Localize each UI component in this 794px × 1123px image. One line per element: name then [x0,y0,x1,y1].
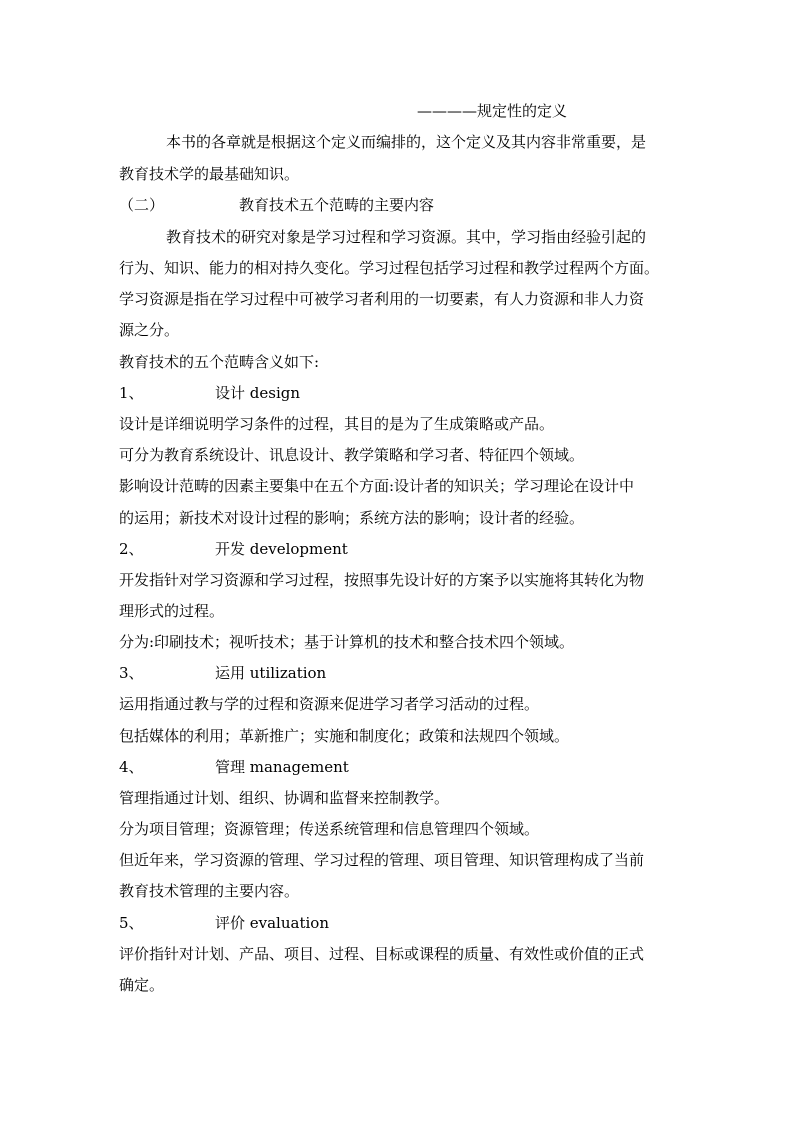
subtitle: ————规定性的定义 [417,102,568,120]
domain-title: 管理 management [215,758,349,776]
domain-heading-utilization [119,663,326,683]
domain-number: 1、 [119,384,144,402]
domain-text-line: 理形式的过程。 [119,602,225,620]
domain-title: 开发 development [215,540,348,558]
domain-text-line: 分为项目管理；资源管理；传送系统管理和信息管理四个领域。 [119,820,540,838]
domain-text-line: 设计是详细说明学习条件的过程，其目的是为了生成策略或产品。 [119,415,555,433]
domain-title: 评价 evaluation [215,914,329,932]
domain-number: 2、 [119,540,144,558]
domain-text-line: 但近年来，学习资源的管理、学习过程的管理、项目管理、知识管理构成了当前 [119,851,645,869]
domain-heading-development [119,539,348,559]
domain-title: 运用 utilization [215,664,327,682]
domain-text-line: 影响设计范畴的因素主要集中在五个方面:设计者的知识关；学习理论在设计中 [119,477,635,495]
domain-number: 4、 [119,758,144,776]
paragraph-1-line-2: 教育技术学的最基础知识。 [119,165,300,183]
section-number: （二） [119,196,165,214]
domain-text-line: 运用指通过教与学的过程和资源来促进学习者学习活动的过程。 [119,695,540,713]
domain-heading-design [119,383,300,403]
domain-text-line: 可分为教育系统设计、讯息设计、教学策略和学习者、特征四个领域。 [119,446,585,464]
domain-text-line: 的运用；新技术对设计过程的影响；系统方法的影响；设计者的经验。 [119,509,585,527]
paragraph-2-line-4: 源之分。 [119,321,180,339]
domain-text-line: 包括媒体的利用；革新推广；实施和制度化；政策和法规四个领域。 [119,727,570,745]
paragraph-2-line-1: 教育技术的研究对象是学习过程和学习资源。其中，学习指由经验引起的 [166,228,647,246]
domain-text-line: 管理指通过计划、组织、协调和监督来控制教学。 [119,789,450,807]
section-heading [119,195,434,215]
domain-number: 5、 [119,914,144,932]
paragraph-1-line-1: 本书的各章就是根据这个定义而编排的，这个定义及其内容非常重要，是 [166,133,647,151]
domain-text-line: 开发指针对学习资源和学习过程，按照事先设计好的方案予以实施将其转化为物 [119,571,645,589]
domain-text-line: 分为:印刷技术；视听技术；基于计算机的技术和整合技术四个领域。 [119,633,575,651]
domain-number: 3、 [119,664,144,682]
section-title: 教育技术五个范畴的主要内容 [239,196,435,214]
paragraph-2-line-3: 学习资源是指在学习过程中可被学习者利用的一切要素，有人力资源和非人力资 [119,290,645,308]
paragraph-2-line-2: 行为、知识、能力的相对持久变化。学习过程包括学习过程和教学过程两个方面。 [119,259,660,277]
domain-heading-evaluation [119,913,329,933]
domain-text-line: 确定。 [119,976,165,994]
domain-text-line: 教育技术管理的主要内容。 [119,882,300,900]
domain-text-line: 评价指针对计划、产品、项目、过程、目标或课程的质量、有效性或价值的正式 [119,945,645,963]
intro-line: 教育技术的五个范畴含义如下: [119,353,320,371]
domain-title: 设计 design [215,384,301,402]
domain-heading-management [119,757,349,777]
